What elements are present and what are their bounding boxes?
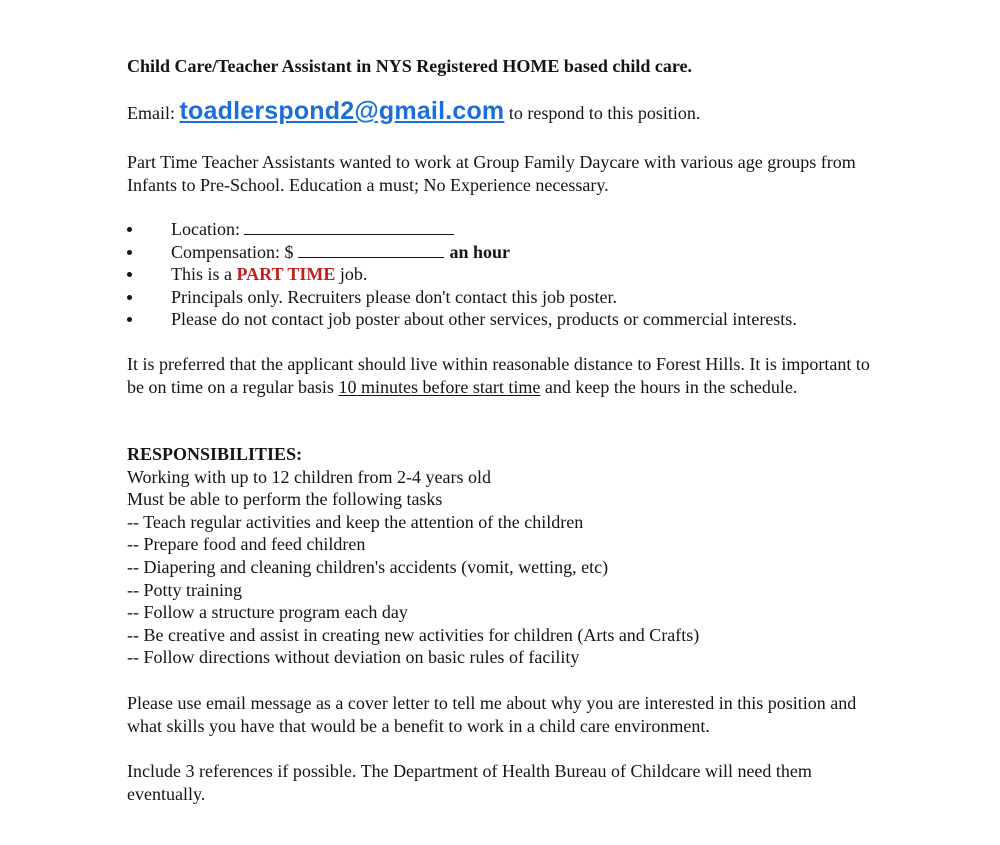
bullet-dot-icon: [127, 272, 132, 277]
part-time-emphasis: PART TIME: [236, 264, 336, 285]
responsibility-line: -- Follow directions without deviation on basic rules of facility: [127, 647, 580, 668]
bullet-no-contact: [127, 308, 887, 331]
posting-title: Child Care/Teacher Assistant in NYS Registered HOME based child care.: [127, 56, 693, 76]
responsibility-line: -- Teach regular activities and keep the attention of the children: [127, 511, 584, 532]
responsibility-line: Working with up to 12 children from 2-4 years old: [127, 466, 491, 487]
email-line: [127, 97, 701, 125]
compensation-suffix: an hour: [449, 241, 511, 262]
intro-paragraph: Part Time Teacher Assistants wanted to work at Group Family Daycare with various age groups from Infants to Pre-School. Education a must; No Experience necessary.: [127, 152, 856, 195]
bullet-principals: [127, 286, 887, 309]
location-label: Location:: [171, 219, 240, 239]
responsibility-line: -- Follow a structure program each day: [127, 602, 408, 623]
preference-underlined: 10 minutes before start time: [338, 376, 541, 397]
responsibility-line: -- Be creative and assist in creating new activities for children (Arts and Crafts): [127, 624, 700, 645]
email-label: Email:: [127, 103, 180, 123]
part-time-prefix: This is a: [171, 264, 237, 285]
bullet-list: [127, 218, 887, 331]
location-blank: [244, 220, 454, 235]
responsibilities-section: [127, 443, 887, 669]
bullet-dot-icon: [127, 317, 132, 322]
bullet-compensation: [127, 241, 887, 264]
responsibility-line: -- Prepare food and feed children: [127, 534, 366, 555]
preference-text-2: and keep the hours in the schedule.: [540, 376, 798, 397]
bullet-part-time: [127, 263, 887, 286]
bullet-location: [127, 218, 887, 241]
bullet-dot-icon: [127, 250, 132, 255]
email-link[interactable]: toadlerspond2@gmail.com: [179, 97, 505, 125]
responsibilities-heading: RESPONSIBILITIES:: [127, 444, 303, 464]
preference-text-1: It is preferred that the applicant should live within reasonable distance to Forest Hills. It is important to be on time on a regular basis: [127, 354, 870, 397]
responsibility-line: -- Potty training: [127, 579, 242, 600]
bullet-dot-icon: [127, 295, 132, 300]
cover-letter-paragraph: Please use email message as a cover letter to tell me about why you are interested in this position and what skills you have that would be a benefit to work in a child care environment.: [127, 693, 857, 736]
email-suffix: to respond to this position.: [508, 103, 701, 123]
compensation-blank: [298, 243, 444, 258]
preference-paragraph: [127, 353, 887, 398]
part-time-suffix: job.: [335, 264, 368, 285]
principals-text: Principals only. Recruiters please don't contact this job poster.: [171, 286, 617, 307]
no-contact-text: Please do not contact job poster about other services, products or commercial interests.: [171, 309, 797, 330]
responsibility-line: -- Diapering and cleaning children's accidents (vomit, wetting, etc): [127, 556, 609, 577]
responsibility-line: Must be able to perform the following tasks: [127, 489, 443, 510]
compensation-label: Compensation: $: [171, 241, 294, 262]
references-paragraph: Include 3 references if possible. The Department of Health Bureau of Childcare will need them eventually.: [127, 761, 812, 804]
bullet-dot-icon: [127, 227, 132, 232]
